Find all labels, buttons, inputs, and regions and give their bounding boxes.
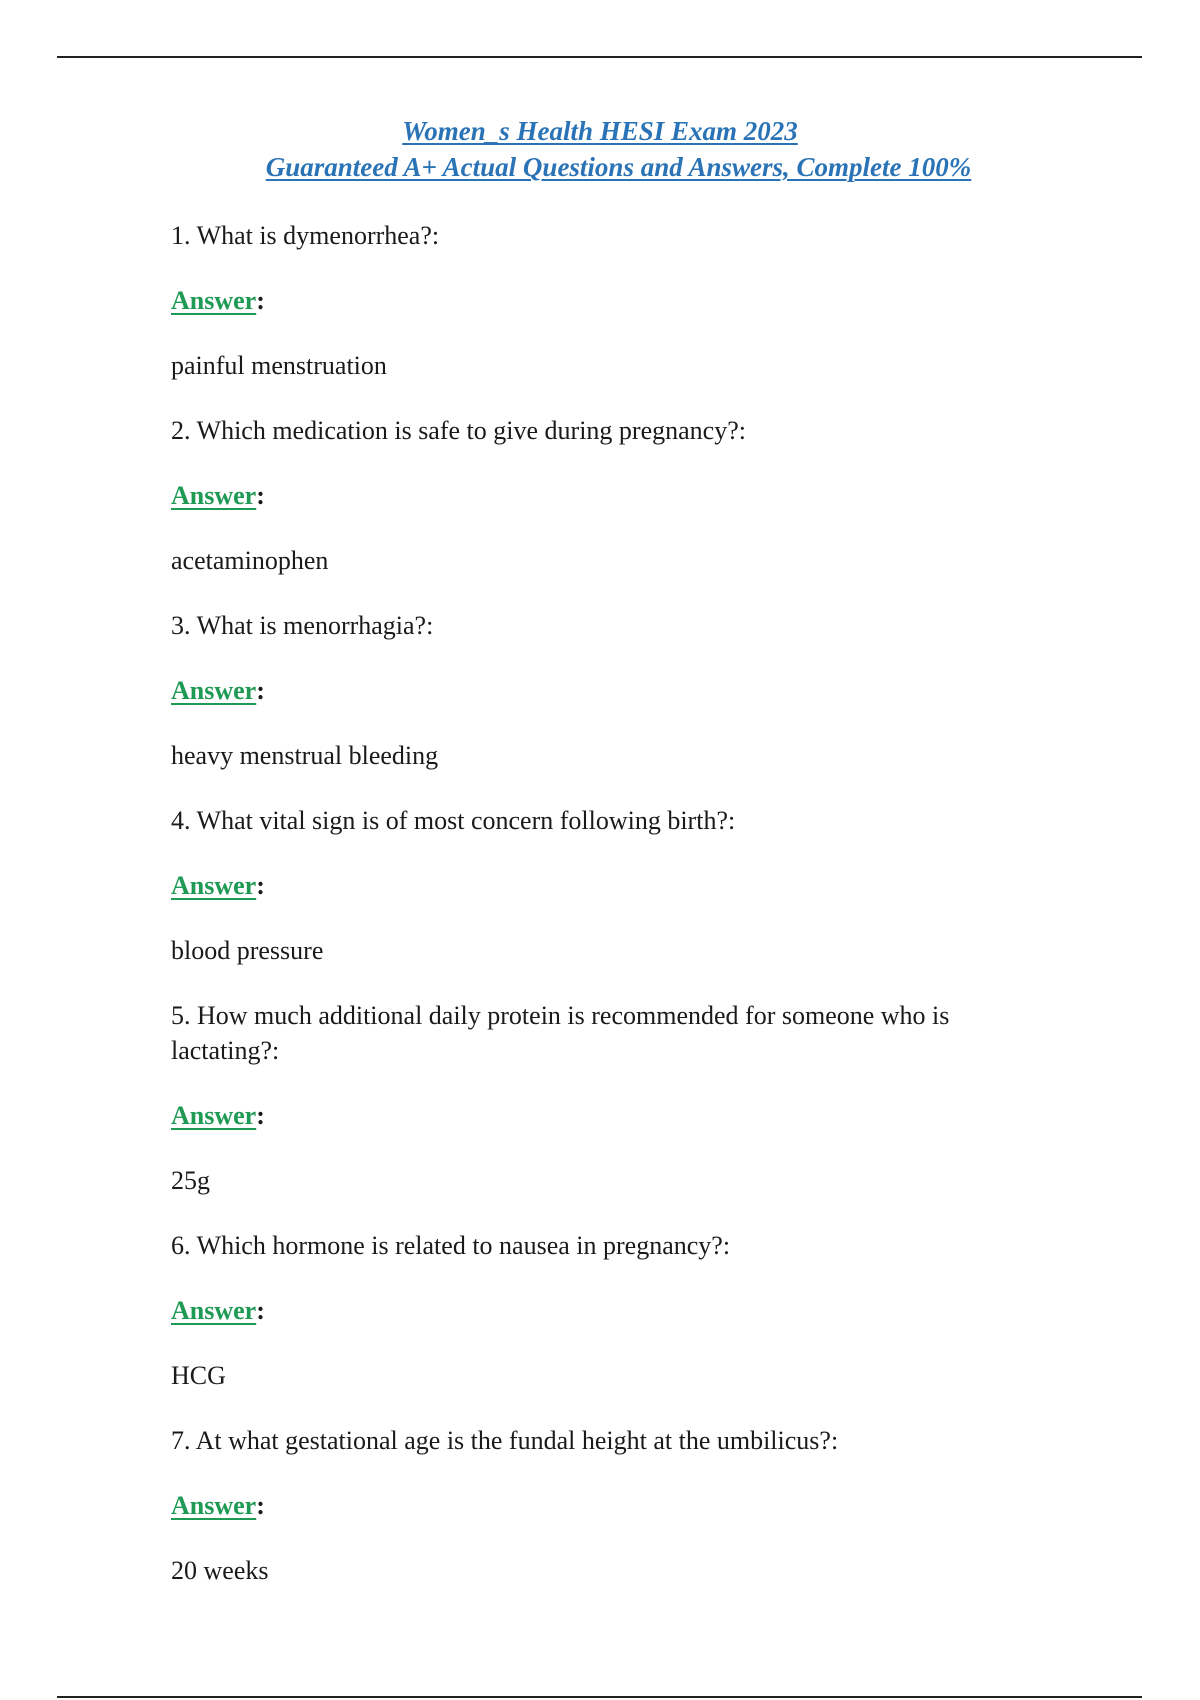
answer-label: Answer [171,1296,257,1325]
title-line-1: Women_s Health HESI Exam 2023 [402,116,798,146]
question-text: 4. What vital sign is of most concern following birth?: [171,806,736,835]
answer-colon: : [256,481,265,510]
answer-colon: : [256,1296,265,1325]
question-text: 2. Which medication is safe to give during pregnancy?: [171,416,746,445]
answer-heading [171,673,1051,708]
answer-colon: : [256,1101,265,1130]
question-text: 3. What is menorrhagia?: [171,611,434,640]
question-text-line-1: 5. How much additional daily protein is recommended for someone who is [171,1001,950,1030]
top-rule [57,56,1142,58]
question-text-line-2: lactating?: [171,1036,280,1065]
answer-text: 25g [171,1166,210,1195]
question-text: 6. Which hormone is related to nausea in pregnancy?: [171,1231,731,1260]
answer-heading [171,283,1051,318]
answer-text: HCG [171,1361,226,1390]
answer-label: Answer [171,286,257,315]
answer-heading [171,1488,1051,1523]
answer-colon: : [256,1491,265,1520]
answer-colon: : [256,676,265,705]
answer-text: acetaminophen [171,546,329,575]
bottom-rule [57,1696,1142,1698]
question-text: 7. At what gestational age is the fundal height at the umbilicus?: [171,1426,839,1455]
answer-text: 20 weeks [171,1556,269,1585]
answer-text: painful menstruation [171,351,387,380]
document-title [0,113,1200,185]
answer-colon: : [256,871,265,900]
answer-heading [171,1293,1051,1328]
answer-label: Answer [171,871,257,900]
answer-text: blood pressure [171,936,324,965]
title-line-2: Guaranteed A+ Actual Questions and Answers, Complete 100% [265,152,972,182]
answer-label: Answer [171,676,257,705]
answer-label: Answer [171,1101,257,1130]
answer-label: Answer [171,1491,257,1520]
answer-heading [171,868,1051,903]
answer-text: heavy menstrual bleeding [171,741,439,770]
answer-label: Answer [171,481,257,510]
question-text: 1. What is dymenorrhea?: [171,221,440,250]
answer-colon: : [256,286,265,315]
answer-heading [171,1098,1051,1133]
answer-heading [171,478,1051,513]
